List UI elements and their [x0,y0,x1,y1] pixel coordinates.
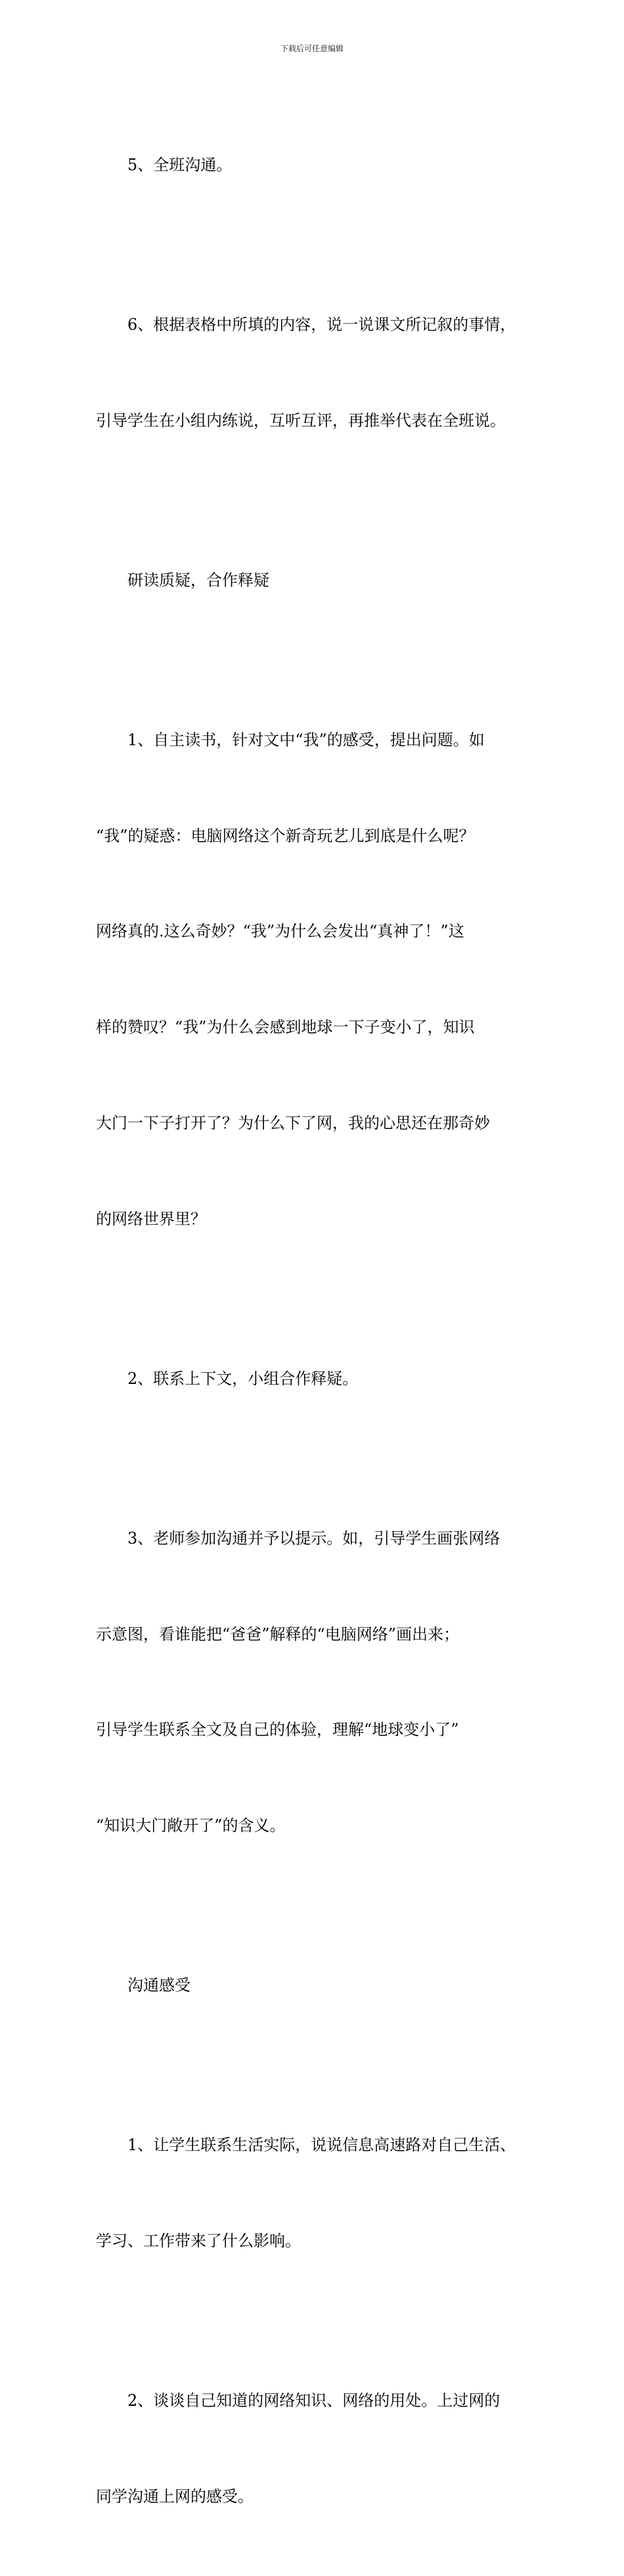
text-line: 沟通感受 [127,1976,190,1995]
text-line: 同学沟通上网的感受。 [96,2487,254,2506]
paragraph-2 [96,245,549,501]
paragraph-9 [96,2321,549,2576]
document-body [96,85,549,2576]
text-line: 3、老师参加沟通并予以提示。如，引导学生画张网络 [127,1529,501,1548]
text-line: 示意图，看谁能把“爸爸”解释的“电脑网络”画出来； [96,1624,460,1644]
text-line: 5、全班沟通。 [127,156,233,175]
text-line: 研读质疑，合作释疑 [127,570,269,589]
text-line: 的网络世界里？ [96,1209,206,1228]
text-line: 1、自主读书，针对文中“我”的感受，提出问题。如 [127,730,485,749]
text-line: “我”的疑惑：电脑网络这个新奇玩艺儿到底是什么呢？ [96,826,475,845]
text-line: 2、谈谈自己知道的网络知识、网络的用处。上过网的 [127,2391,501,2410]
paragraph-6 [96,1459,549,1906]
text-line: 样的赞叹？“我”为什么会感到地球一下子变小了，知识 [96,1018,475,1037]
text-line: 引导学生联系全文及自己的体验，理解“地球变小了” [96,1720,459,1739]
text-line: 2、联系上下文，小组合作释疑。 [127,1369,359,1388]
text-line: 6、根据表格中所填的内容，说一说课文所记叙的事情， [127,315,516,334]
section-heading-feelings [96,1906,549,2065]
text-line: 大门一下子打开了？为什么下了网，我的心思还在那奇妙 [96,1114,490,1132]
paragraph-1 [96,85,549,245]
text-line: “知识大门敞开了”的含义。 [96,1816,286,1835]
text-line: 1、让学生联系生活实际，说说信息高速路对自己生活、 [127,2136,516,2154]
text-line: 学习、工作带来了什么影响。 [96,2231,301,2250]
paragraph-5 [96,1299,549,1459]
text-line: 网络真的.这么奇妙？“我”为什么会发出“真神了！”这 [96,922,464,941]
page-header-note: 下载后可任意编辑 [280,44,344,53]
text-line: 引导学生在小组内练说，互听互评，再推举代表在全班说。 [96,411,506,430]
section-heading-study [96,501,549,660]
paragraph-4 [96,660,549,1299]
paragraph-8 [96,2065,549,2321]
